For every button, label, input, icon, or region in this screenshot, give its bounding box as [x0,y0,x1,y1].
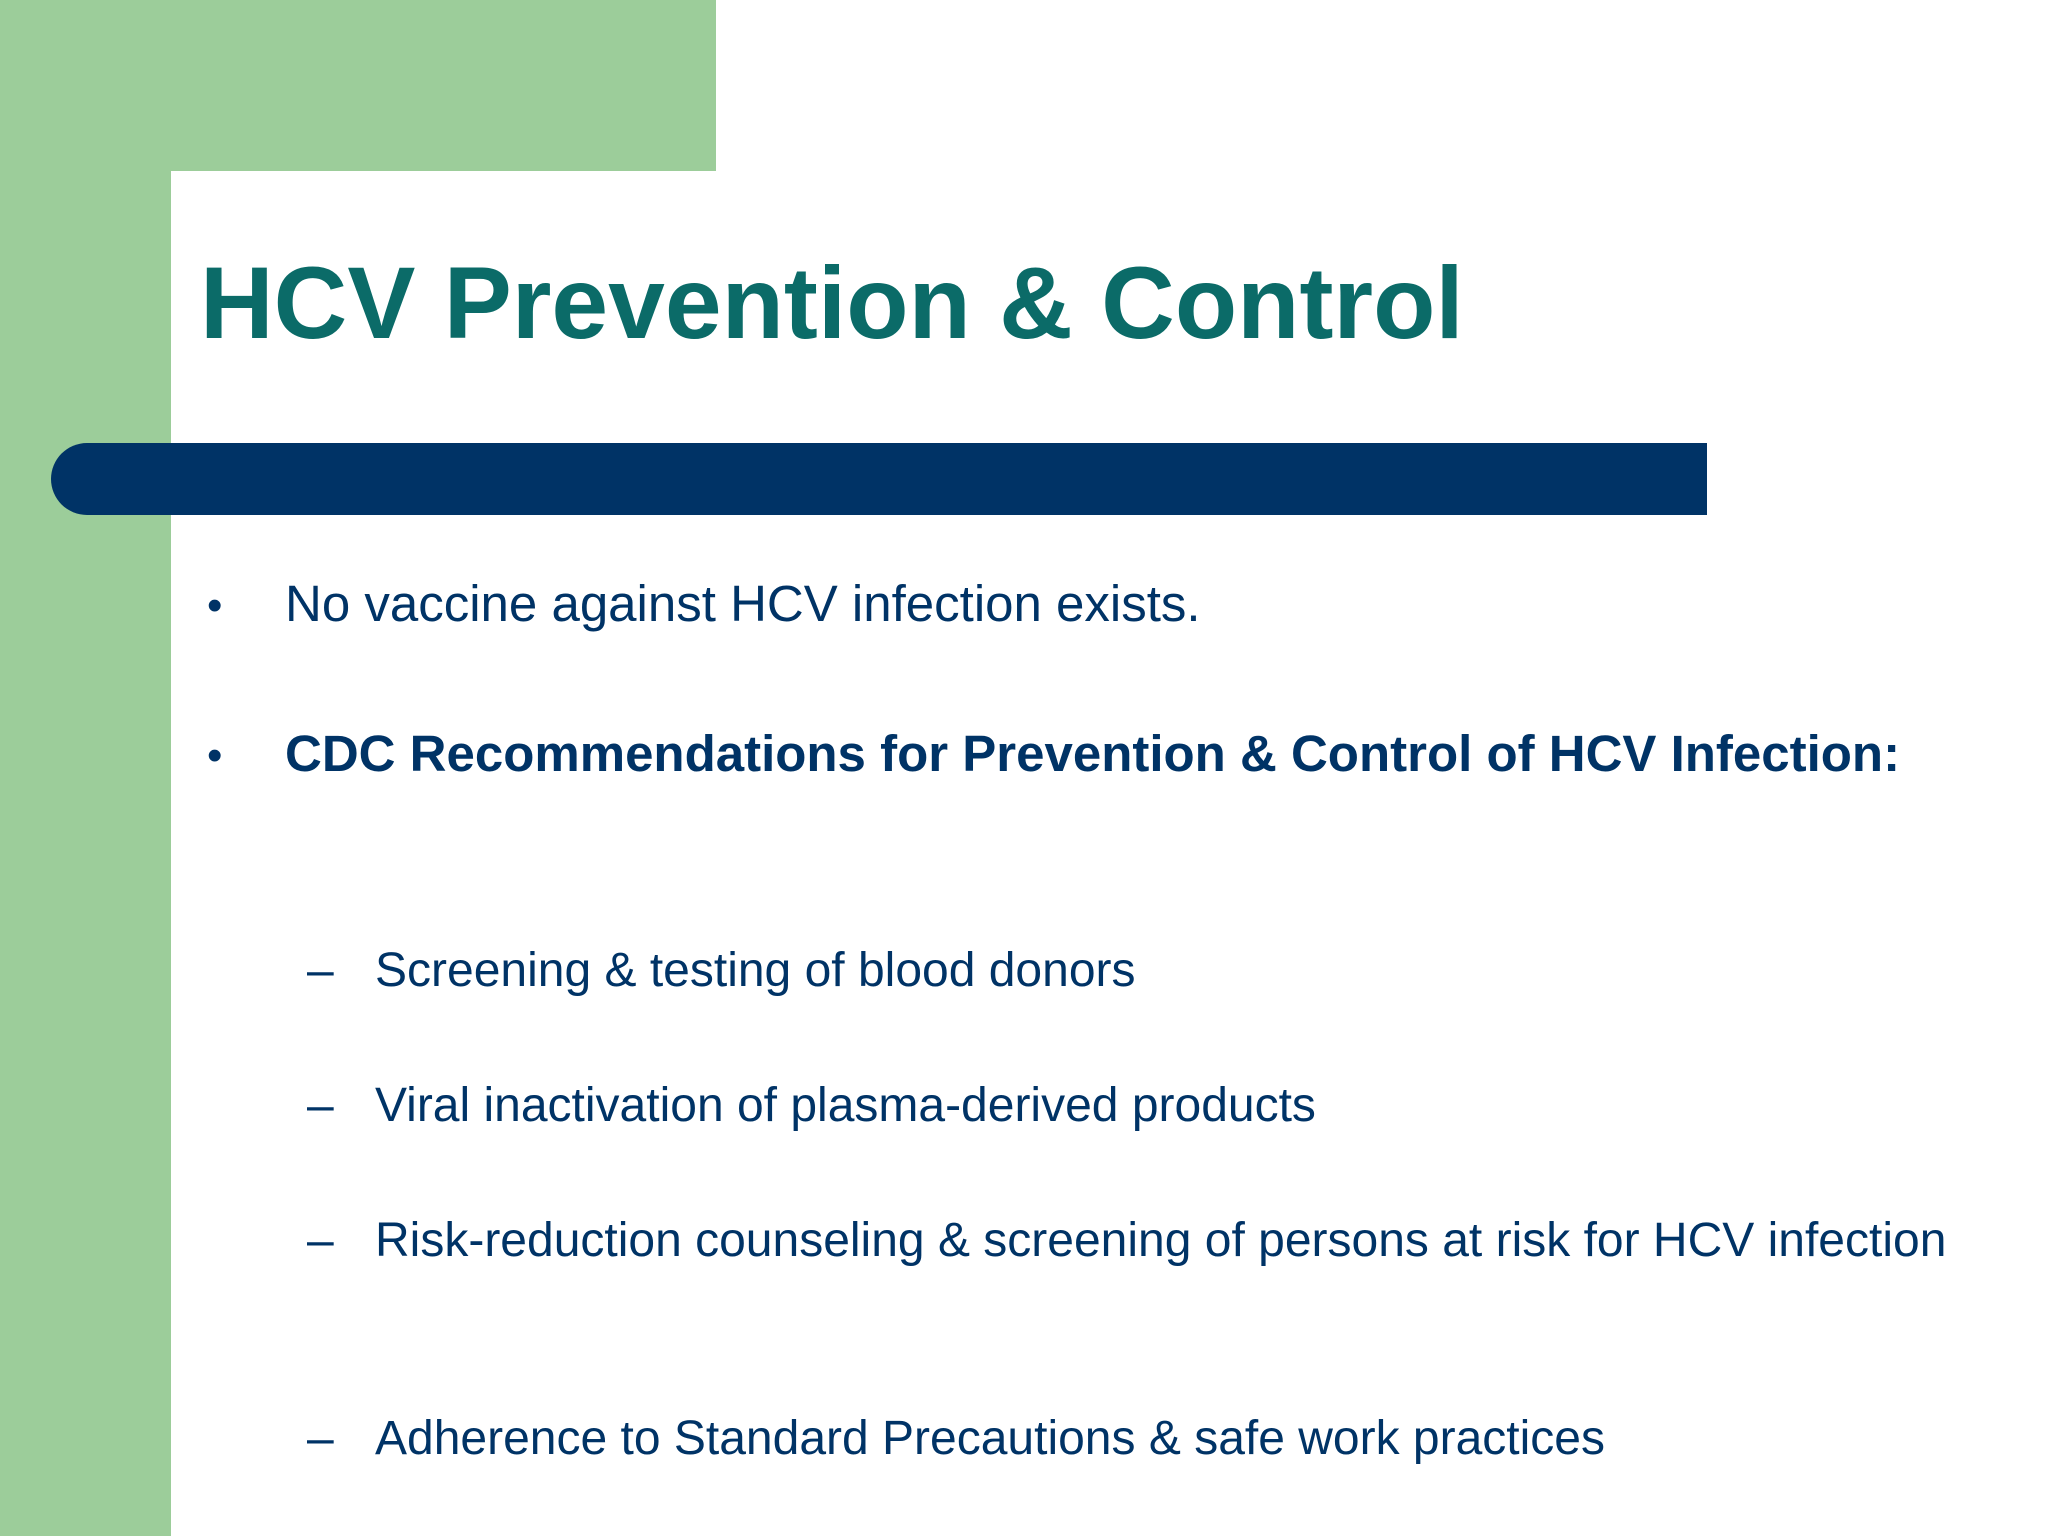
decorative-green-strip [0,0,171,1536]
bullet-dot-icon: • [207,581,223,630]
sub-bullet-text: Screening & testing of blood donors [375,944,1136,997]
sub-bullet-text: Adherence to Standard Precautions & safe work practices [375,1412,1605,1465]
dash-icon: – [307,1079,334,1132]
dash-icon: – [307,1412,334,1465]
sub-bullet-text: Risk-reduction counseling & screening of persons at risk for HCV infection [375,1214,1947,1267]
content-panel [171,171,2048,1536]
sub-bullet-text: Viral inactivation of plasma-derived products [375,1079,1316,1132]
dash-icon: – [307,1214,334,1267]
dash-icon: – [307,944,334,997]
title-underline-bar [51,443,1707,515]
bullet-heading-text: CDC Recommendations for Prevention & Control of HCV Infection: [285,725,1901,782]
slide-title: HCV Prevention & Control [200,246,1464,360]
bullet-dot-icon: • [207,731,223,780]
bullet-text: No vaccine against HCV infection exists. [285,575,1201,632]
